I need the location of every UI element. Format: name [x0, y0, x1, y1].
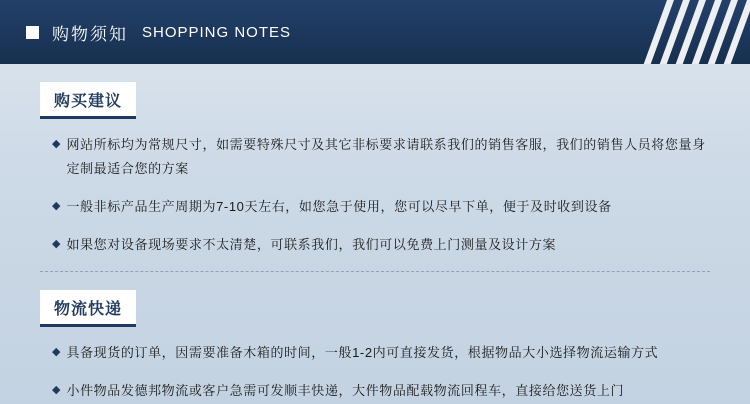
page-title-en: SHOPPING NOTES [142, 23, 292, 41]
section-items [0, 327, 750, 403]
section-purchase-advice [0, 64, 750, 257]
bullet-icon: ◆ [52, 238, 61, 250]
list-item-text: 一般非标产品生产周期为7-10天左右，如您急于使用，您可以尽早下单，便于及时收到设备 [66, 199, 612, 214]
list-item-text: 小件物品发德邦物流或客户急需可发顺丰快递，大件物品配载物流回程车，直接给您送货上门 [66, 383, 625, 398]
list-item [52, 233, 750, 257]
square-marker-icon [26, 26, 39, 39]
page-title-cn: 购物须知 [52, 24, 128, 44]
section-title: 购买建议 [40, 82, 136, 119]
list-item [52, 195, 750, 219]
section-logistics [0, 272, 750, 403]
bullet-icon: ◆ [52, 138, 61, 150]
section-title: 物流快递 [40, 290, 136, 327]
list-item [52, 341, 750, 365]
bullet-icon: ◆ [52, 346, 61, 358]
list-item-text: 网站所标均为常规尺寸，如需要特殊尺寸及其它非标要求请联系我们的销售客服，我们的销售人员将您量身定制最适合您的方案 [66, 137, 706, 176]
list-item [52, 379, 750, 403]
list-item [52, 133, 750, 181]
list-item-text: 如果您对设备现场要求不太清楚，可联系我们，我们可以免费上门测量及设计方案 [66, 237, 557, 252]
section-items [0, 119, 750, 257]
bullet-icon: ◆ [52, 200, 61, 212]
page-header [0, 0, 750, 64]
list-item-text: 具备现货的订单，因需要准备木箱的时间，一般1-2内可直接发货，根据物品大小选择物流运输方式 [66, 345, 659, 360]
bullet-icon: ◆ [52, 384, 61, 396]
